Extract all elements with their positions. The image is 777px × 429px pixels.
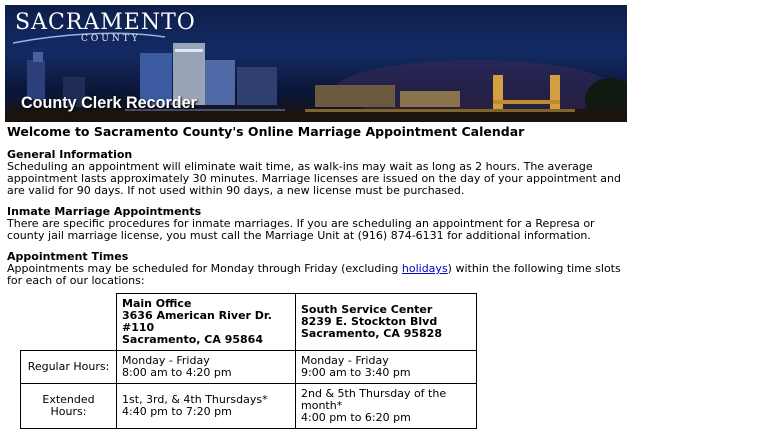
south-center-regular-hours — [296, 351, 477, 384]
location-main-office — [117, 294, 296, 351]
extended-hours-row — [21, 384, 477, 429]
inmate-heading: Inmate Marriage Appointments — [7, 205, 202, 218]
hours-time: 4:00 pm to 6:20 pm — [301, 411, 411, 424]
regular-hours-row — [21, 351, 477, 384]
location-address: 3636 American River Dr. #110 — [122, 309, 272, 334]
location-city: Sacramento, CA 95828 — [301, 327, 442, 340]
regular-hours-label: Regular Hours: — [21, 351, 117, 384]
hours-days: Monday - Friday — [122, 354, 210, 367]
south-center-extended-hours — [296, 384, 477, 429]
main-office-extended-hours — [117, 384, 296, 429]
hours-time: 8:00 am to 4:20 pm — [122, 366, 232, 379]
location-south-service-center — [296, 294, 477, 351]
appointment-hours-table — [20, 293, 477, 429]
location-address: 8239 E. Stockton Blvd — [301, 315, 438, 328]
general-info-heading: General Information — [7, 148, 133, 161]
main-office-regular-hours — [117, 351, 296, 384]
county-logo-subtext: COUNTY — [81, 34, 141, 44]
main-content — [7, 125, 627, 296]
hours-time: 9:00 am to 3:40 pm — [301, 366, 411, 379]
hours-time: 4:40 pm to 7:20 pm — [122, 405, 232, 418]
hours-days: 2nd & 5th Thursday of the month* — [301, 387, 447, 412]
location-city: Sacramento, CA 95864 — [122, 333, 263, 346]
extended-hours-label: Extended Hours: — [21, 384, 117, 429]
appointment-times-text-start: Appointments may be scheduled for Monday through Friday (excluding — [7, 262, 402, 275]
general-info-text: Scheduling an appointment will eliminate wait time, as walk-ins may wait as long as 2 hours. The average appointment lasts approximately 30 minutes. Marriage licenses are issued on the day of your appointment and are valid for 90 days. If not used within 90 days, a new license must be purchased. — [7, 160, 621, 197]
header-banner — [5, 5, 627, 122]
appointment-times-text — [7, 263, 627, 287]
table-header-row — [21, 294, 477, 351]
appointment-times-heading: Appointment Times — [7, 250, 129, 263]
location-name: Main Office — [122, 297, 192, 310]
appointment-times-text-end: ) within the following time slots for each of our locations: — [7, 262, 621, 287]
page-title: Welcome to Sacramento County's Online Marriage Appointment Calendar — [7, 124, 525, 139]
department-title: County Clerk Recorder — [21, 93, 197, 112]
inmate-text: There are specific procedures for inmate marriages. If you are scheduling an appointment for a Represa or county jail marriage license, you must call the Marriage Unit at (916) 874-6131 for additional information. — [7, 217, 595, 242]
location-name: South Service Center — [301, 303, 433, 316]
holidays-link[interactable]: holidays — [401, 262, 448, 275]
table-corner-cell — [21, 294, 117, 351]
hours-days: 1st, 3rd, & 4th Thursdays* — [122, 393, 268, 406]
county-logo-text: SACRAMENTO — [15, 10, 196, 35]
hours-days: Monday - Friday — [301, 354, 389, 367]
